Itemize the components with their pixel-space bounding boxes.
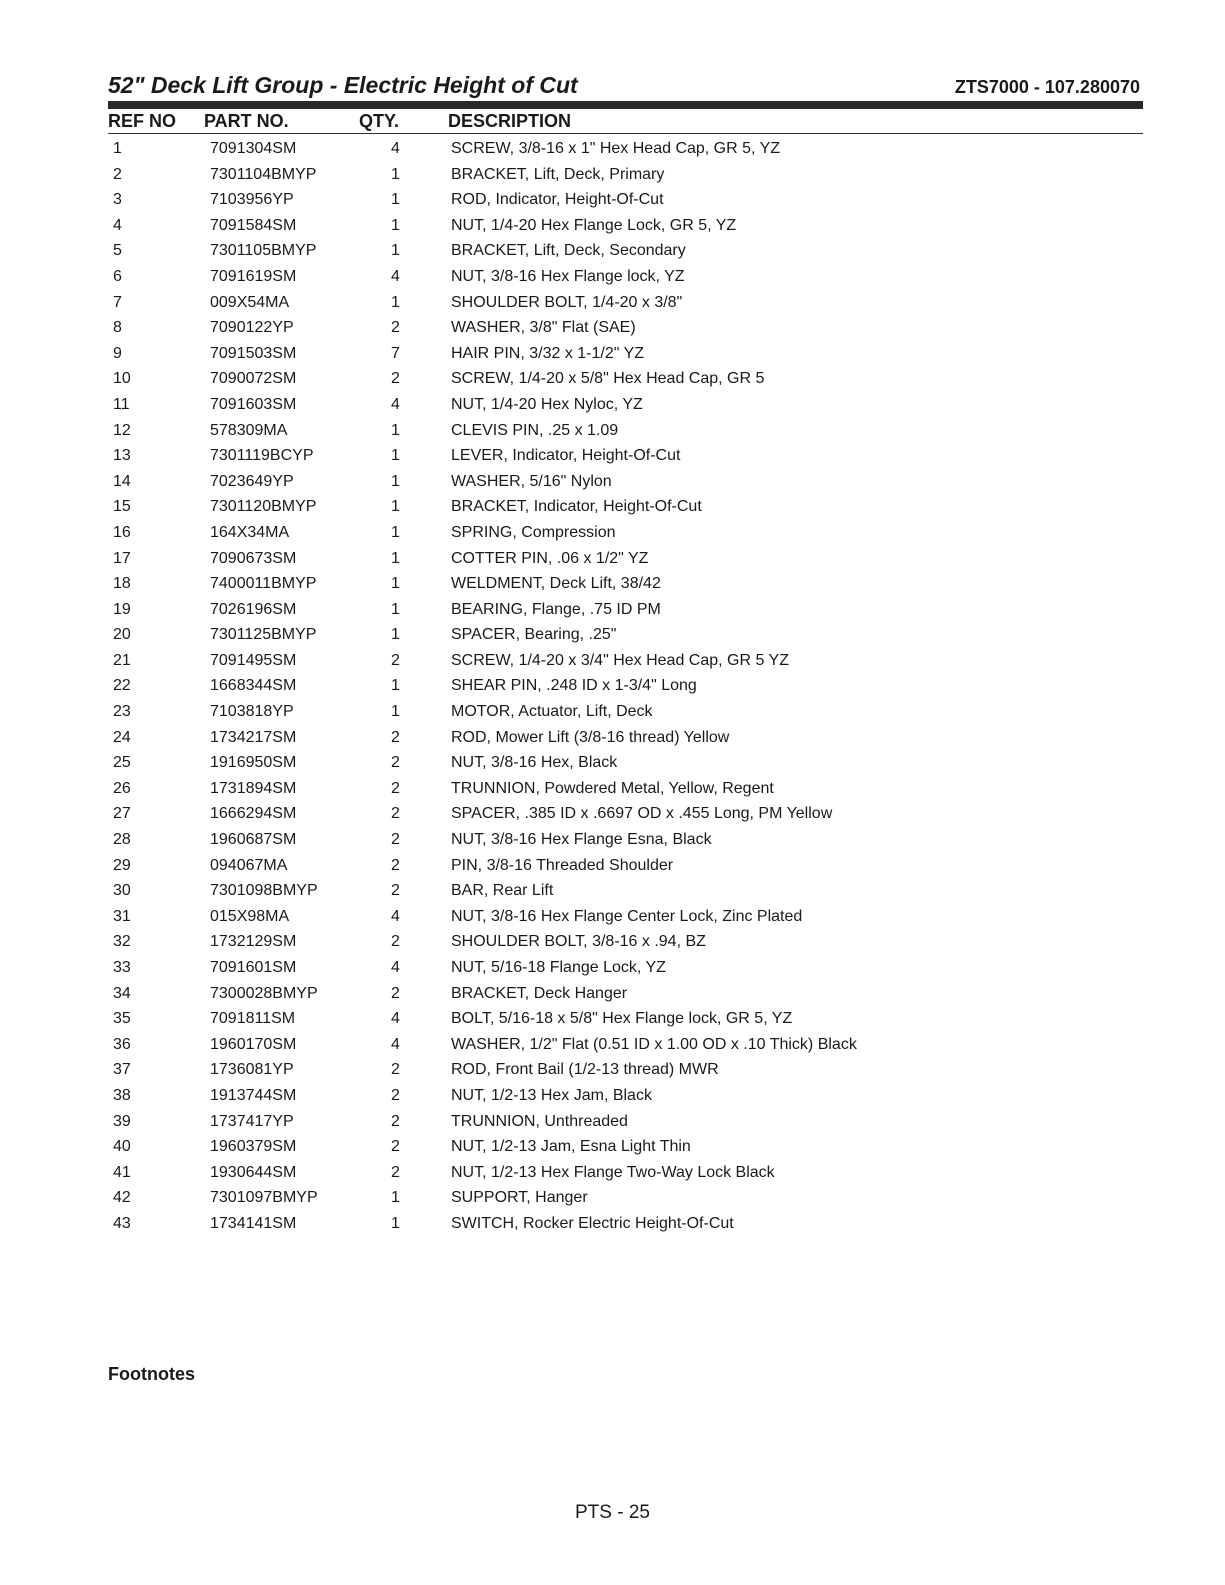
table-row bbox=[108, 316, 1143, 342]
table-row bbox=[108, 214, 1143, 240]
part-number: 094067MA bbox=[210, 856, 288, 874]
model-number: ZTS7000 - 107.280070 bbox=[954, 77, 1140, 97]
table-row bbox=[108, 802, 1143, 828]
part-number: 1930644SM bbox=[210, 1163, 297, 1181]
quantity: 2 bbox=[391, 933, 400, 951]
description: NUT, 1/2-13 Hex Jam, Black bbox=[451, 1086, 652, 1104]
part-number: 7301119BCYP bbox=[210, 447, 314, 465]
description: COTTER PIN, .06 x 1/2" YZ bbox=[451, 549, 649, 567]
table-row bbox=[108, 1135, 1143, 1161]
header-rule bbox=[108, 101, 1143, 109]
description: BRACKET, Lift, Deck, Primary bbox=[451, 165, 665, 183]
table-row bbox=[108, 828, 1143, 854]
description: WASHER, 3/8" Flat (SAE) bbox=[451, 319, 636, 337]
description: BRACKET, Deck Hanger bbox=[451, 984, 628, 1002]
description: SPACER, Bearing, .25" bbox=[451, 626, 617, 644]
table-row bbox=[108, 495, 1143, 521]
ref-number: 9 bbox=[113, 344, 122, 362]
table-row bbox=[108, 1161, 1143, 1187]
quantity: 1 bbox=[391, 216, 400, 234]
quantity: 2 bbox=[391, 1112, 400, 1130]
quantity: 1 bbox=[391, 447, 400, 465]
quantity: 2 bbox=[391, 1061, 400, 1079]
description: TRUNNION, Unthreaded bbox=[451, 1112, 628, 1130]
part-number: 7091619SM bbox=[210, 267, 297, 285]
ref-number: 8 bbox=[113, 319, 122, 337]
table-row bbox=[108, 879, 1143, 905]
part-number: 7301104BMYP bbox=[210, 165, 317, 183]
part-number: 1668344SM bbox=[210, 677, 297, 695]
quantity: 2 bbox=[391, 1086, 400, 1104]
part-number: 1731894SM bbox=[210, 779, 297, 797]
ref-number: 34 bbox=[113, 984, 131, 1002]
page-number: PTS - 25 bbox=[575, 1502, 650, 1523]
quantity: 4 bbox=[391, 1035, 400, 1053]
ref-number: 39 bbox=[113, 1112, 131, 1130]
table-row bbox=[108, 572, 1143, 598]
part-number: 1734217SM bbox=[210, 728, 297, 746]
table-row bbox=[108, 751, 1143, 777]
quantity: 4 bbox=[391, 267, 400, 285]
table-row bbox=[108, 393, 1143, 419]
ref-number: 40 bbox=[113, 1138, 131, 1156]
ref-number: 1 bbox=[113, 140, 122, 157]
ref-number: 18 bbox=[113, 575, 131, 593]
ref-number: 30 bbox=[113, 882, 131, 900]
part-number: 1916950SM bbox=[210, 754, 297, 772]
quantity: 1 bbox=[391, 626, 400, 644]
page-title: 52" Deck Lift Group - Electric Height of Cut bbox=[108, 72, 578, 98]
description: SCREW, 1/4-20 x 5/8" Hex Head Cap, GR 5 bbox=[451, 370, 765, 388]
part-number: 164X34MA bbox=[210, 523, 290, 541]
table-row bbox=[108, 367, 1143, 393]
description: WASHER, 5/16" Nylon bbox=[451, 472, 612, 490]
table-row bbox=[108, 1212, 1143, 1238]
table-header bbox=[108, 110, 1143, 134]
description: TRUNNION, Powdered Metal, Yellow, Regent bbox=[451, 779, 774, 797]
description: NUT, 1/4-20 Hex Nyloc, YZ bbox=[451, 395, 643, 413]
ref-number: 20 bbox=[113, 626, 131, 644]
description: SWITCH, Rocker Electric Height-Of-Cut bbox=[451, 1214, 734, 1232]
table-row bbox=[108, 163, 1143, 189]
part-number: 7400011BMYP bbox=[210, 575, 317, 593]
table-row bbox=[108, 1084, 1143, 1110]
part-number: 1736081YP bbox=[210, 1061, 294, 1079]
table-row bbox=[108, 188, 1143, 214]
quantity: 1 bbox=[391, 472, 400, 490]
quantity: 1 bbox=[391, 1189, 400, 1207]
quantity: 2 bbox=[391, 728, 400, 746]
description: SCREW, 3/8-16 x 1" Hex Head Cap, GR 5, YZ bbox=[451, 140, 781, 157]
ref-number: 19 bbox=[113, 600, 131, 618]
description: NUT, 1/2-13 Hex Flange Two-Way Lock Black bbox=[451, 1163, 775, 1181]
ref-number: 26 bbox=[113, 779, 131, 797]
ref-number: 35 bbox=[113, 1010, 131, 1028]
part-number: 7301105BMYP bbox=[210, 242, 317, 260]
description: BRACKET, Lift, Deck, Secondary bbox=[451, 242, 686, 260]
quantity: 1 bbox=[391, 165, 400, 183]
part-number: 7301097BMYP bbox=[210, 1189, 318, 1207]
description: WASHER, 1/2" Flat (0.51 ID x 1.00 OD x .10 Thick) Black bbox=[451, 1035, 857, 1053]
part-number: 7026196SM bbox=[210, 600, 297, 618]
description: BEARING, Flange, .75 ID PM bbox=[451, 600, 661, 618]
quantity: 4 bbox=[391, 140, 400, 157]
description: SHOULDER BOLT, 3/8-16 x .94, BZ bbox=[451, 933, 706, 951]
quantity: 4 bbox=[391, 1010, 400, 1028]
quantity: 2 bbox=[391, 984, 400, 1002]
quantity: 2 bbox=[391, 856, 400, 874]
table-row bbox=[108, 905, 1143, 931]
part-number: 7103956YP bbox=[210, 191, 294, 209]
ref-number: 22 bbox=[113, 677, 131, 695]
ref-number: 13 bbox=[113, 447, 131, 465]
part-number: 1666294SM bbox=[210, 805, 297, 823]
ref-number: 43 bbox=[113, 1214, 131, 1232]
quantity: 1 bbox=[391, 549, 400, 567]
table-row bbox=[108, 700, 1143, 726]
ref-number: 17 bbox=[113, 549, 131, 567]
ref-number: 14 bbox=[113, 472, 131, 490]
description: LEVER, Indicator, Height-Of-Cut bbox=[451, 447, 681, 465]
part-number: 009X54MA bbox=[210, 293, 290, 311]
part-number: 7091495SM bbox=[210, 651, 297, 669]
table-row bbox=[108, 137, 1143, 163]
part-number: 7301120BMYP bbox=[210, 498, 317, 516]
table-row bbox=[108, 956, 1143, 982]
description: NUT, 3/8-16 Hex Flange lock, YZ bbox=[451, 267, 685, 285]
column-header-description: DESCRIPTION bbox=[448, 111, 572, 131]
part-number: 7091603SM bbox=[210, 395, 297, 413]
ref-number: 38 bbox=[113, 1086, 131, 1104]
quantity: 1 bbox=[391, 191, 400, 209]
part-number: 015X98MA bbox=[210, 907, 290, 925]
table-row bbox=[108, 444, 1143, 470]
ref-number: 27 bbox=[113, 805, 131, 823]
quantity: 1 bbox=[391, 575, 400, 593]
quantity: 2 bbox=[391, 831, 400, 849]
ref-number: 15 bbox=[113, 498, 131, 516]
description: SCREW, 1/4-20 x 3/4" Hex Head Cap, GR 5 YZ bbox=[451, 651, 789, 669]
quantity: 2 bbox=[391, 882, 400, 900]
ref-number: 32 bbox=[113, 933, 131, 951]
quantity: 1 bbox=[391, 421, 400, 439]
table-row bbox=[108, 623, 1143, 649]
part-number: 7301098BMYP bbox=[210, 882, 318, 900]
ref-number: 25 bbox=[113, 754, 131, 772]
part-number: 1734141SM bbox=[210, 1214, 297, 1232]
description: NUT, 5/16-18 Flange Lock, YZ bbox=[451, 959, 666, 976]
ref-number: 42 bbox=[113, 1189, 131, 1207]
quantity: 2 bbox=[391, 805, 400, 823]
part-number: 7091811SM bbox=[210, 1010, 296, 1028]
part-number: 7091584SM bbox=[210, 216, 297, 234]
ref-number: 3 bbox=[113, 191, 122, 209]
description: NUT, 3/8-16 Hex Flange Center Lock, Zinc Plated bbox=[451, 907, 803, 925]
table-row bbox=[108, 239, 1143, 265]
description: SHEAR PIN, .248 ID x 1-3/4" Long bbox=[451, 677, 697, 695]
ref-number: 16 bbox=[113, 523, 131, 541]
table-row bbox=[108, 265, 1143, 291]
description: BAR, Rear Lift bbox=[451, 882, 554, 900]
quantity: 1 bbox=[391, 1214, 400, 1232]
table-row bbox=[108, 982, 1143, 1008]
description: CLEVIS PIN, .25 x 1.09 bbox=[451, 421, 619, 439]
description: BRACKET, Indicator, Height-Of-Cut bbox=[451, 498, 702, 516]
quantity: 7 bbox=[391, 344, 400, 362]
table-row bbox=[108, 470, 1143, 496]
ref-number: 31 bbox=[113, 907, 131, 925]
part-number: 7090122YP bbox=[210, 319, 294, 337]
ref-number: 33 bbox=[113, 959, 131, 976]
table-row bbox=[108, 930, 1143, 956]
part-number: 7091503SM bbox=[210, 344, 297, 362]
table-row bbox=[108, 777, 1143, 803]
quantity: 2 bbox=[391, 754, 400, 772]
ref-number: 41 bbox=[113, 1163, 131, 1181]
description: PIN, 3/8-16 Threaded Shoulder bbox=[451, 856, 674, 874]
ref-number: 11 bbox=[113, 395, 130, 413]
table-row bbox=[108, 419, 1143, 445]
table-row bbox=[108, 726, 1143, 752]
table-row bbox=[108, 598, 1143, 624]
quantity: 4 bbox=[391, 395, 400, 413]
column-header-qty: QTY. bbox=[359, 111, 400, 131]
quantity: 1 bbox=[391, 600, 400, 618]
table-row bbox=[108, 1186, 1143, 1212]
description: BOLT, 5/16-18 x 5/8" Hex Flange lock, GR 5, YZ bbox=[451, 1010, 793, 1028]
description: ROD, Front Bail (1/2-13 thread) MWR bbox=[451, 1061, 719, 1079]
parts-table bbox=[108, 137, 1143, 1238]
table-row bbox=[108, 854, 1143, 880]
description: WELDMENT, Deck Lift, 38/42 bbox=[451, 575, 661, 593]
description: NUT, 3/8-16 Hex Flange Esna, Black bbox=[451, 831, 712, 849]
part-number: 1737417YP bbox=[210, 1112, 294, 1130]
description: SHOULDER BOLT, 1/4-20 x 3/8" bbox=[451, 293, 683, 311]
table-row bbox=[108, 342, 1143, 368]
part-number: 7090673SM bbox=[210, 549, 297, 567]
description: SPRING, Compression bbox=[451, 523, 616, 541]
quantity: 2 bbox=[391, 319, 400, 337]
ref-number: 23 bbox=[113, 703, 131, 721]
description: NUT, 1/4-20 Hex Flange Lock, GR 5, YZ bbox=[451, 216, 737, 234]
table-row bbox=[108, 649, 1143, 675]
part-number: 1732129SM bbox=[210, 933, 297, 951]
quantity: 4 bbox=[391, 907, 400, 925]
quantity: 1 bbox=[391, 293, 400, 311]
ref-number: 6 bbox=[113, 267, 122, 285]
description: HAIR PIN, 3/32 x 1-1/2" YZ bbox=[451, 344, 645, 362]
quantity: 2 bbox=[391, 651, 400, 669]
ref-number: 21 bbox=[113, 651, 131, 669]
ref-number: 10 bbox=[113, 370, 131, 388]
ref-number: 7 bbox=[113, 293, 122, 311]
page-header bbox=[108, 72, 1143, 102]
ref-number: 37 bbox=[113, 1061, 131, 1079]
part-number: 7090072SM bbox=[210, 370, 297, 388]
part-number: 1960379SM bbox=[210, 1138, 297, 1156]
quantity: 1 bbox=[391, 677, 400, 695]
part-number: 7091304SM bbox=[210, 140, 297, 157]
table-row bbox=[108, 1033, 1143, 1059]
quantity: 1 bbox=[391, 703, 400, 721]
ref-number: 12 bbox=[113, 421, 131, 439]
description: SUPPORT, Hanger bbox=[451, 1189, 588, 1207]
part-number: 578309MA bbox=[210, 421, 288, 439]
quantity: 2 bbox=[391, 779, 400, 797]
footnotes-heading: Footnotes bbox=[108, 1364, 195, 1384]
quantity: 1 bbox=[391, 242, 400, 260]
column-header-part: PART NO. bbox=[204, 111, 289, 131]
part-number: 7300028BMYP bbox=[210, 984, 318, 1002]
description: ROD, Mower Lift (3/8-16 thread) Yellow bbox=[451, 728, 730, 746]
table-row bbox=[108, 1007, 1143, 1033]
table-row bbox=[108, 1058, 1143, 1084]
table-row bbox=[108, 674, 1143, 700]
ref-number: 28 bbox=[113, 831, 131, 849]
description: ROD, Indicator, Height-Of-Cut bbox=[451, 191, 664, 209]
quantity: 2 bbox=[391, 1138, 400, 1156]
part-number: 7301125BMYP bbox=[210, 626, 317, 644]
quantity: 1 bbox=[391, 523, 400, 541]
part-number: 1913744SM bbox=[210, 1086, 297, 1104]
part-number: 1960687SM bbox=[210, 831, 297, 849]
quantity: 1 bbox=[391, 498, 400, 516]
table-row bbox=[108, 521, 1143, 547]
description: NUT, 3/8-16 Hex, Black bbox=[451, 754, 618, 772]
ref-number: 5 bbox=[113, 242, 122, 260]
quantity: 2 bbox=[391, 1163, 400, 1181]
part-number: 7091601SM bbox=[210, 959, 297, 976]
ref-number: 36 bbox=[113, 1035, 131, 1053]
part-number: 7023649YP bbox=[210, 472, 294, 490]
ref-number: 2 bbox=[113, 165, 122, 183]
table-row bbox=[108, 547, 1143, 573]
column-header-ref: REF NO bbox=[108, 111, 177, 131]
ref-number: 24 bbox=[113, 728, 131, 746]
description: NUT, 1/2-13 Jam, Esna Light Thin bbox=[451, 1138, 691, 1156]
quantity: 4 bbox=[391, 959, 400, 976]
quantity: 2 bbox=[391, 370, 400, 388]
ref-number: 29 bbox=[113, 856, 131, 874]
description: SPACER, .385 ID x .6697 OD x .455 Long, PM Yellow bbox=[451, 805, 833, 823]
table-row bbox=[108, 1110, 1143, 1136]
table-row bbox=[108, 291, 1143, 317]
ref-number: 4 bbox=[113, 216, 122, 234]
description: MOTOR, Actuator, Lift, Deck bbox=[451, 703, 653, 721]
part-number: 7103818YP bbox=[210, 703, 294, 721]
part-number: 1960170SM bbox=[210, 1035, 297, 1053]
